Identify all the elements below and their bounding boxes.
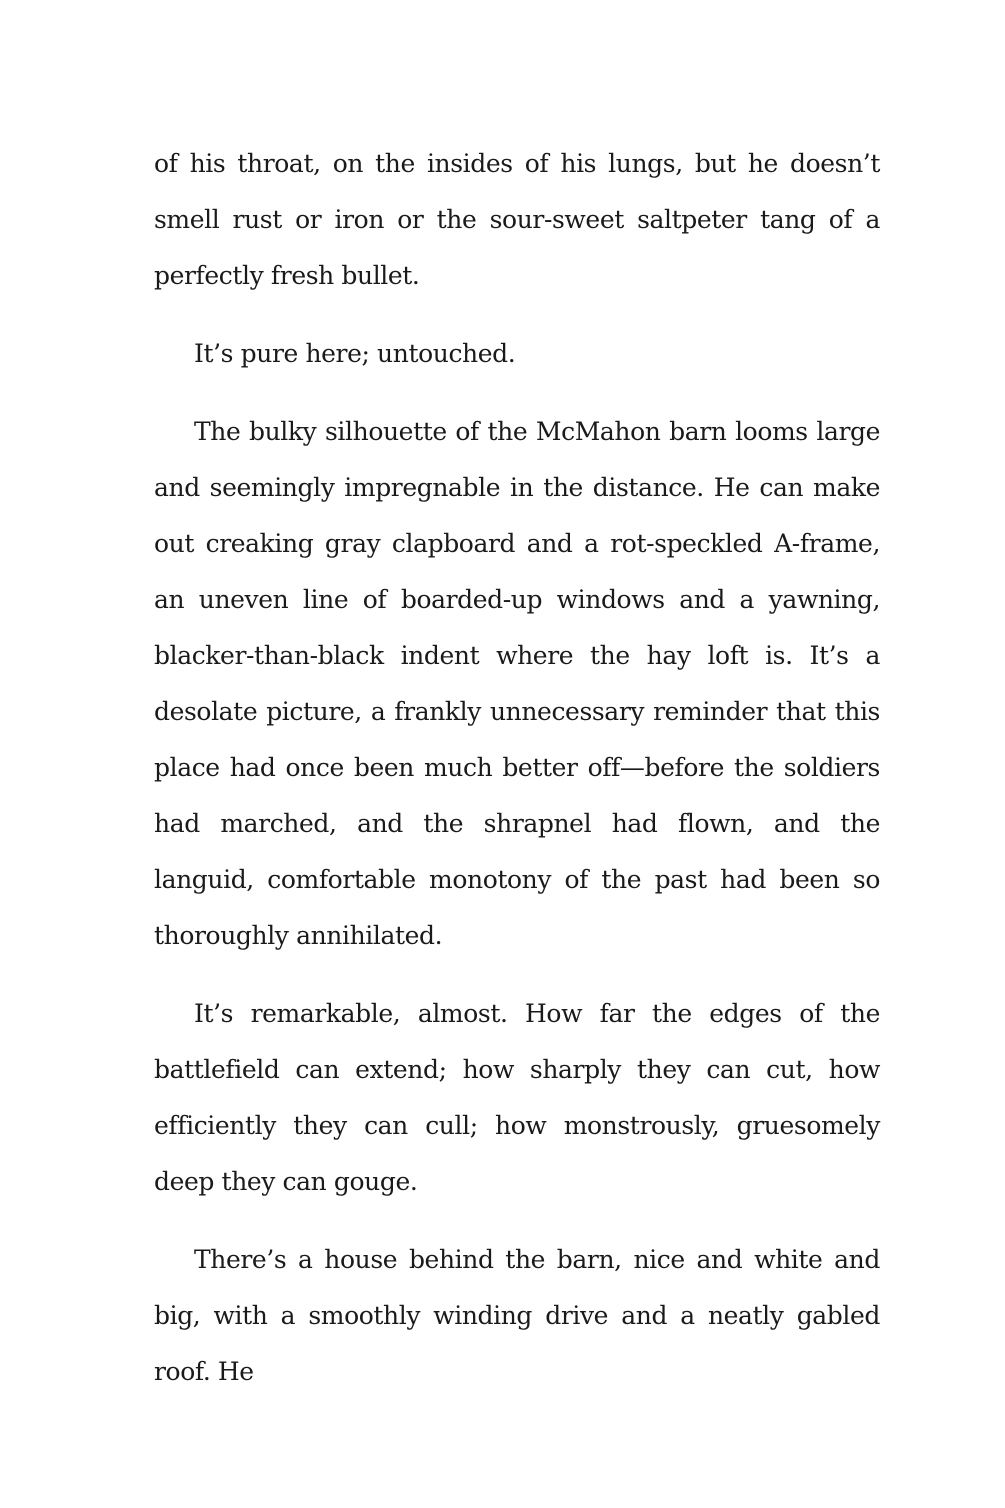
paragraph-5: There’s a house behind the barn, nice and white and big, with a smoothly winding drive and a neatly gabled roof. He [154, 1245, 880, 1386]
body-text [154, 136, 880, 1422]
paragraph-4: It’s remarkable, almost. How far the edges of the battlefield can extend; how sharply they can cut, how efficiently they can cull; how monstrously, gruesomely deep they can gouge. [154, 999, 880, 1196]
paragraph-2: It’s pure here; untouched. [194, 339, 516, 368]
paragraph-3: The bulky silhouette of the McMahon barn looms large and seemingly impregnable in the distance. He can make out creaking gray clapboard and a rot-speckled A-frame, an uneven line of boarded-up windows and a yawning, blacker-than-black indent where the hay loft is. It’s a desolate picture, a frankly unnecessary reminder that this place had once been much better off—before the soldiers had marched, and the shrapnel had flown, and the languid, comfortable monotony of the past had been so thoroughly annihilated. [154, 417, 880, 950]
paragraph-1: of his throat, on the insides of his lungs, but he doesn’t smell rust or iron or the sour-sweet saltpeter tang of a perfectly fresh bullet. [154, 149, 880, 290]
